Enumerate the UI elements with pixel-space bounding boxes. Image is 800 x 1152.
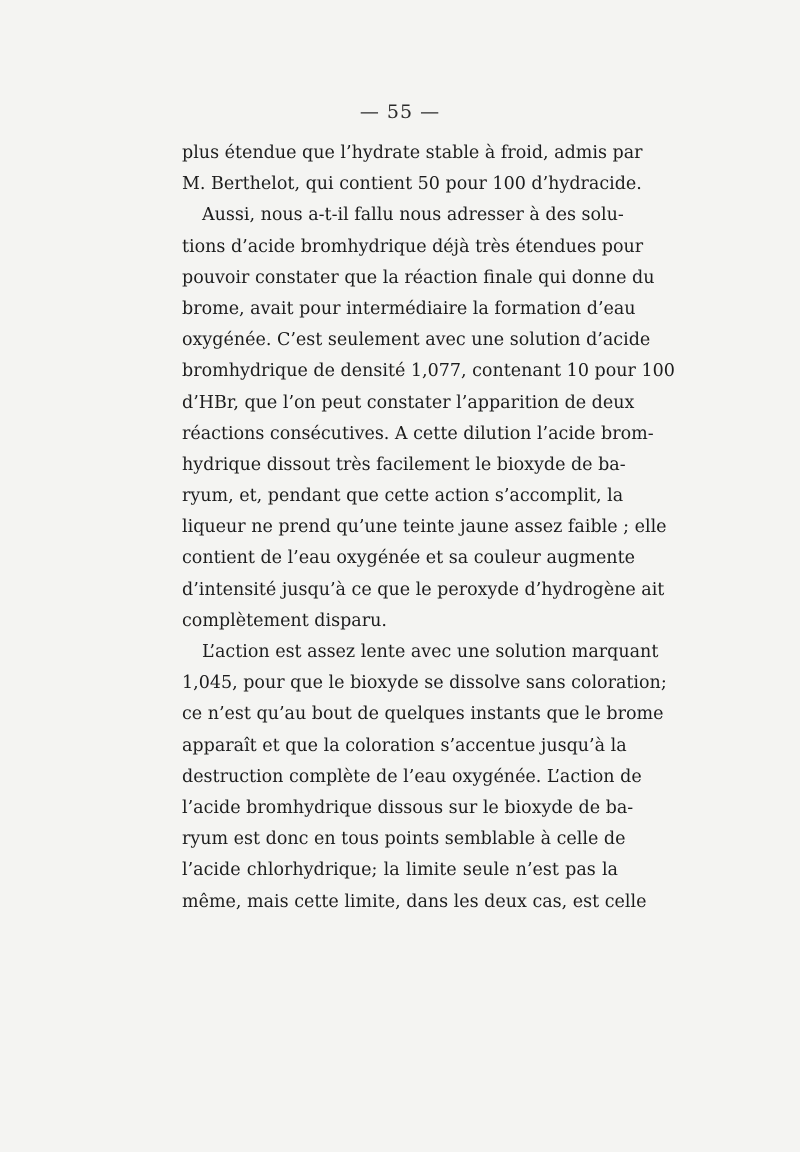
text-line: contient de l’eau oxygénée et sa couleur augmente xyxy=(182,548,635,569)
text-line: L’action est assez lente avec une solution marquant xyxy=(202,642,659,662)
text-line: d’intensité jusqu’à ce que le peroxyde d’hydrogène ait xyxy=(182,579,665,600)
text-line: ce n’est qu’au bout de quelques instants que le brome xyxy=(182,704,664,725)
paragraph xyxy=(182,637,667,918)
text-line: tions d’acide bromhydrique déjà très étendues pour xyxy=(182,236,644,257)
text-line: plus étendue que l’hydrate stable à froid, admis par xyxy=(182,143,643,163)
paragraph xyxy=(182,200,675,637)
text-line: l’acide bromhydrique dissous sur le bioxyde de ba- xyxy=(182,797,634,818)
text-line: bromhydrique de densité 1,077, contenant 10 pour 100 xyxy=(182,361,675,382)
text-line: Aussi, nous a-t-il fallu nous adresser à des solu- xyxy=(202,205,624,226)
text-line: brome, avait pour intermédiaire la formation d’eau xyxy=(182,298,636,319)
text-line: destruction complète de l’eau oxygénée. L’action de xyxy=(182,766,642,787)
text-line: d’HBr, que l’on peut constater l’apparition de deux xyxy=(182,392,635,413)
body-text xyxy=(182,138,675,918)
text-line: réactions consécutives. A cette dilution l’acide brom- xyxy=(182,423,654,444)
text-line: M. Berthelot, qui contient 50 pour 100 d’hydracide. xyxy=(182,174,642,195)
text-line: l’acide chlorhydrique; la limite seule n’est pas la xyxy=(182,860,618,881)
text-line: liqueur ne prend qu’une teinte jaune assez faible ; elle xyxy=(182,517,667,538)
text-line: hydrique dissout très facilement le bioxyde de ba- xyxy=(182,454,626,475)
text-line: ryum est donc en tous points semblable à celle de xyxy=(182,829,626,850)
text-line: pouvoir constater que la réaction finale qui donne du xyxy=(182,267,655,288)
text-line: oxygénée. C’est seulement avec une solution d’acide xyxy=(182,330,651,351)
paragraph xyxy=(182,138,643,200)
text-line: complètement disparu. xyxy=(182,610,387,631)
text-line: ryum, et, pendant que cette action s’accomplit, la xyxy=(182,486,624,507)
page-number: — 55 — xyxy=(359,101,441,123)
text-line: 1,045, pour que le bioxyde se dissolve sans coloration; xyxy=(182,673,667,694)
text-line: même, mais cette limite, dans les deux cas, est celle xyxy=(182,891,647,912)
text-line: apparaît et que la coloration s’accentue jusqu’à la xyxy=(182,735,627,756)
